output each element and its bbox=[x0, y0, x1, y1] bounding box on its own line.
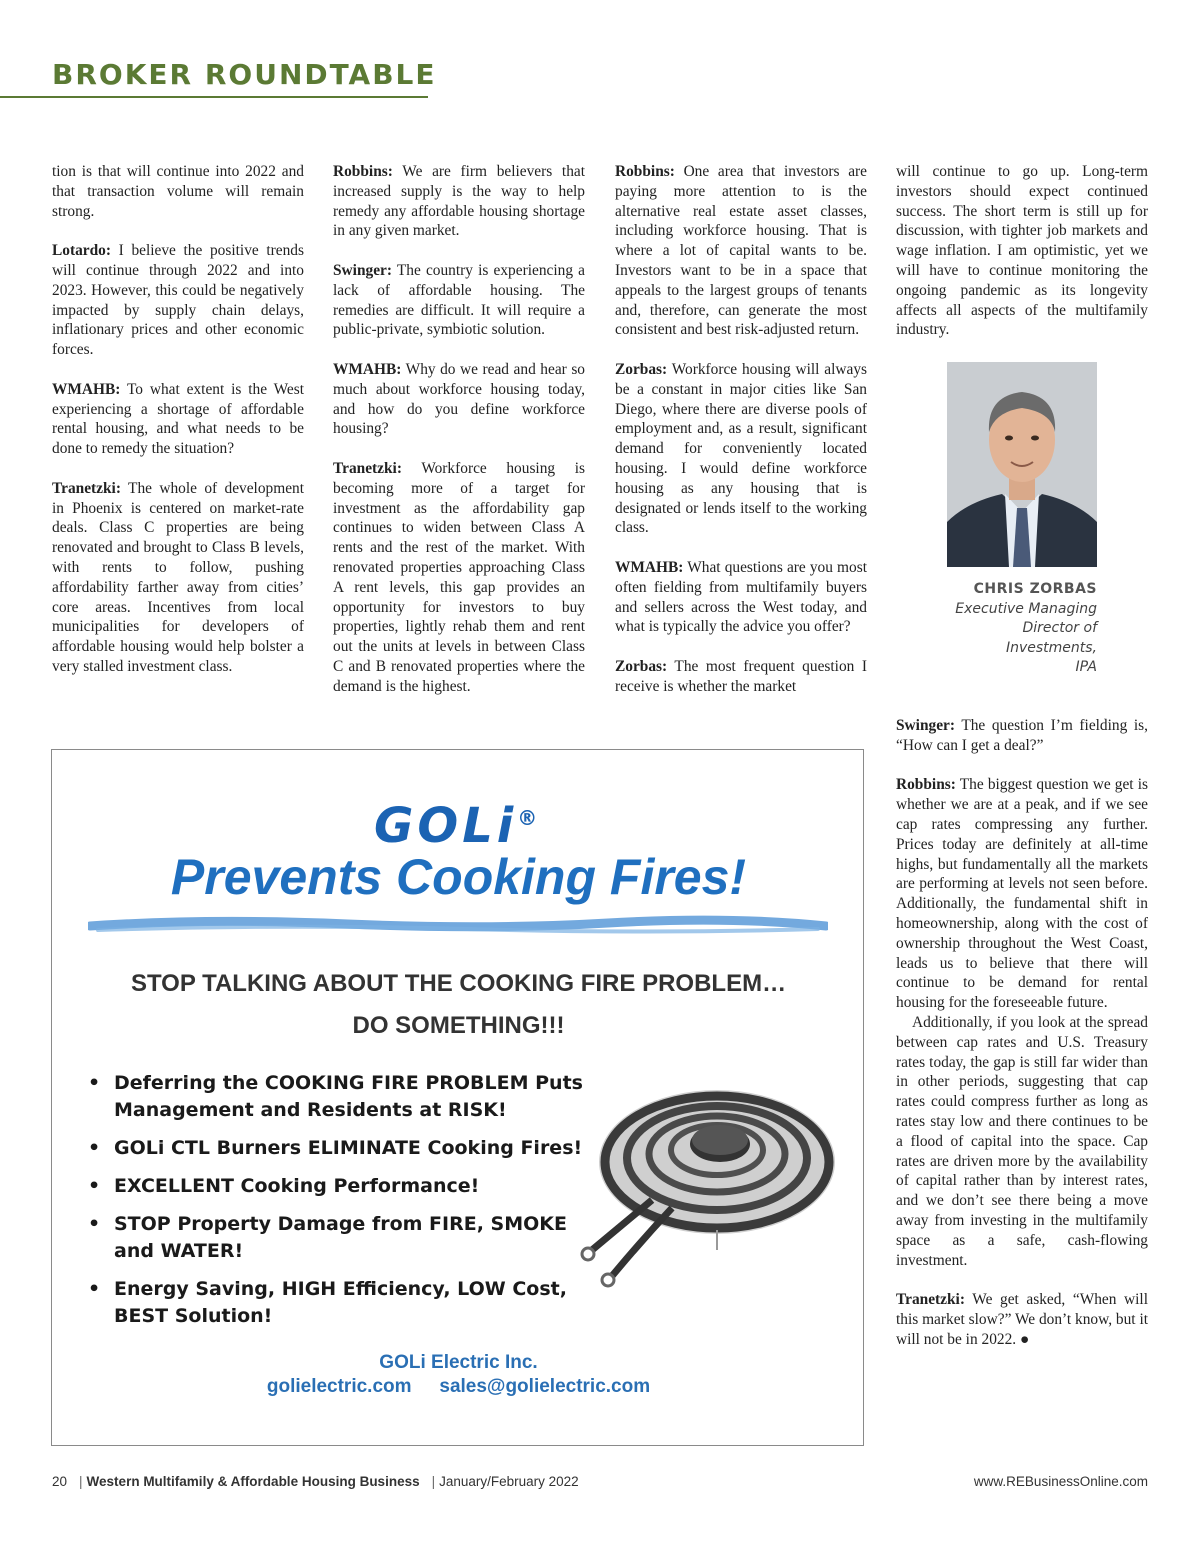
paragraph: Robbins: The biggest question we get is whether we are at a peak, and if we see cap rates compressing any further. Prices today are definitely at all-time highs, but fundamentally all the markets are performing at levels not seen before. Additionally, the fundamental shift in homeownership, along with the cost of ownership throughout the West Coast, leads us to believe that there will continue to be demand for rental housing for the foreseeable future. bbox=[896, 776, 1148, 1012]
footer-separator: | bbox=[431, 1474, 436, 1489]
page-footer bbox=[52, 1474, 1148, 1489]
ad-logo: GOLi® bbox=[374, 798, 538, 854]
brush-stroke-divider bbox=[88, 914, 828, 938]
footer-separator: | bbox=[79, 1474, 83, 1489]
paragraph: Tranetzki: Workforce housing is becoming more of a target for investment as the affordability gap continues to widen between Class A rents and the rest of the market. With renovated properties approaching Class A rent levels, this gap provides an opportunity for investors to buy properties, lightly rehab them and rent out the units at levels in between Class C and B renovated properties where the demand is the highest. bbox=[333, 459, 585, 695]
caption-role: Investments, bbox=[1005, 639, 1097, 656]
photo-caption bbox=[897, 580, 1097, 678]
issue-date: January/February 2022 bbox=[439, 1474, 579, 1489]
ad-bullet: • Energy Saving, HIGH Efficiency, LOW Cost, BEST Solution! bbox=[88, 1278, 567, 1327]
speaker-label: Swinger: bbox=[333, 261, 392, 279]
paragraph: Tranetzki: The whole of development in Phoenix is centered on market-rate deals. Class C properties are being renovated and brought to Class B levels, with rents to follow, pushing affordability farther away from cities’ core areas. Incentives from local municipalities for developers of affordable housing would help bolster a very stalled investment class. bbox=[52, 479, 304, 675]
article-column-1 bbox=[52, 162, 304, 697]
paragraph: Tranetzki: We get asked, “When will this market slow?” We don’t know, but it will not be in 2022. ● bbox=[896, 1291, 1148, 1348]
ad-bullet: • Deferring the COOKING FIRE PROBLEM Puts Management and Residents at RISK! bbox=[88, 1072, 583, 1121]
article-column-4-bottom bbox=[896, 716, 1148, 1369]
publication-name: Western Multifamily & Affordable Housing Business bbox=[86, 1474, 420, 1489]
person-portrait-icon bbox=[947, 362, 1097, 567]
paragraph: Swinger: The question I’m fielding is, “How can I get a deal?” bbox=[896, 717, 1148, 754]
speaker-label: WMAHB: bbox=[52, 380, 121, 398]
speaker-label: Zorbas: bbox=[615, 657, 668, 675]
speaker-label: Tranetzki: bbox=[896, 1291, 965, 1309]
article-column-3 bbox=[615, 162, 867, 697]
paragraph: Swinger: The country is experiencing a lack of affordable housing. The remedies are difficult. It will require a public-private, symbiotic solution. bbox=[333, 261, 585, 339]
title-rule bbox=[0, 96, 428, 98]
footer-website-link[interactable]: www.REBusinessOnline.com bbox=[973, 1474, 1148, 1489]
ad-headline: Prevents Cooking Fires! bbox=[170, 849, 747, 905]
ad-bullet: • GOLi CTL Burners ELIMINATE Cooking Fires! bbox=[88, 1137, 583, 1159]
paragraph: tion is that will continue into 2022 and that transaction volume will remain strong. bbox=[52, 163, 304, 220]
section-title: BROKER ROUNDTABLE bbox=[52, 58, 437, 91]
paragraph: Robbins: One area that investors are paying more attention to is the alternative real estate asset classes, including workforce housing. That is where a lot of capital wants to be. Investors want to be in a space that appeals to the largest groups of tenants and, therefore, can generate the most consistent and best risk-adjusted return. bbox=[615, 163, 867, 339]
paragraph: WMAHB: What questions are you most often fielding from multifamily buyers and sellers across the West today, and what is typically the advice you offer? bbox=[615, 558, 867, 636]
paragraph: Zorbas: The most frequent question I receive is whether the market bbox=[615, 657, 867, 695]
paragraph: WMAHB: Why do we read and hear so much about workforce housing today, and how do you define workforce housing? bbox=[333, 360, 585, 438]
paragraph: WMAHB: To what extent is the West experiencing a shortage of affordable rental housing, and what needs to be done to remedy the situation? bbox=[52, 380, 304, 458]
ad-subhead: DO SOMETHING!!! bbox=[352, 1012, 565, 1039]
paragraph: Lotardo: I believe the positive trends will continue through 2022 and into 2023. However, this could be negatively impacted by supply chain delays, inflationary prices and other economic forces. bbox=[52, 242, 304, 359]
speaker-label: Robbins: bbox=[333, 163, 393, 180]
speaker-label: Zorbas: bbox=[615, 360, 668, 378]
speaker-label: Swinger: bbox=[896, 717, 955, 734]
caption-role: Director of bbox=[1022, 620, 1097, 637]
advertisement[interactable] bbox=[51, 749, 864, 1446]
stove-burner-icon bbox=[562, 1050, 842, 1310]
paragraph: Zorbas: Workforce housing will always be a constant in major cities like San Diego, where there are diverse pools of employment and, as a result, significant demand for conveniently located housing. I would define workforce housing as any housing that is designated or lends itself to the working class. bbox=[615, 360, 867, 537]
ad-subhead: STOP TALKING ABOUT THE COOKING FIRE PROBLEM… bbox=[130, 970, 787, 997]
ad-bullet: • STOP Property Damage from FIRE, SMOKE and WATER! bbox=[88, 1213, 567, 1262]
portrait-photo bbox=[947, 362, 1097, 567]
speaker-label: WMAHB: bbox=[333, 360, 402, 378]
article-column-4-top bbox=[896, 162, 1148, 340]
ad-contact bbox=[52, 1376, 865, 1398]
speaker-label: Tranetzki: bbox=[52, 479, 121, 497]
speaker-label: Lotardo: bbox=[52, 242, 111, 260]
ad-email-link[interactable]: sales@golielectric.com bbox=[439, 1376, 651, 1397]
paragraph: Additionally, if you look at the spread between cap rates and U.S. Treasury rates today, the gap is still far wider than in other periods, suggesting that cap rates could compress further as long as rates stay low and there continues to be a flood of capital into the space. Cap rates are driven more by the availability of capital rather than by interest rates, and we don’t see there being a move away from investing in the multifamily space as a safe, cash-flowing investment. bbox=[896, 1013, 1148, 1269]
caption-role: Executive Managing bbox=[955, 600, 1097, 617]
page-number: 20 bbox=[52, 1474, 68, 1489]
ad-bullet: • EXCELLENT Cooking Performance! bbox=[88, 1175, 480, 1197]
article-column-2 bbox=[333, 162, 585, 716]
speaker-label: Tranetzki: bbox=[333, 459, 402, 477]
speaker-label: Robbins: bbox=[615, 163, 675, 180]
speaker-label: WMAHB: bbox=[615, 558, 684, 576]
speaker-label: Robbins: bbox=[896, 776, 956, 794]
paragraph: will continue to go up. Long-term investors should expect continued success. The short term is still up for discussion, with tighter job markets and wage inflation. I am optimistic, yet we will have to continue monitoring the ongoing pandemic as its longevity affects all aspects of the multifamily industry. bbox=[896, 163, 1148, 339]
paragraph: Robbins: We are firm believers that increased supply is the way to help remedy any affordable housing shortage in any given market. bbox=[333, 163, 585, 240]
caption-name: CHRIS ZORBAS bbox=[973, 581, 1097, 597]
caption-role: IPA bbox=[1075, 659, 1097, 676]
ad-bullet-list bbox=[88, 1070, 608, 1341]
ad-company-name: GOLi Electric Inc. bbox=[379, 1352, 538, 1373]
ad-website-link[interactable]: golielectric.com bbox=[266, 1376, 412, 1397]
